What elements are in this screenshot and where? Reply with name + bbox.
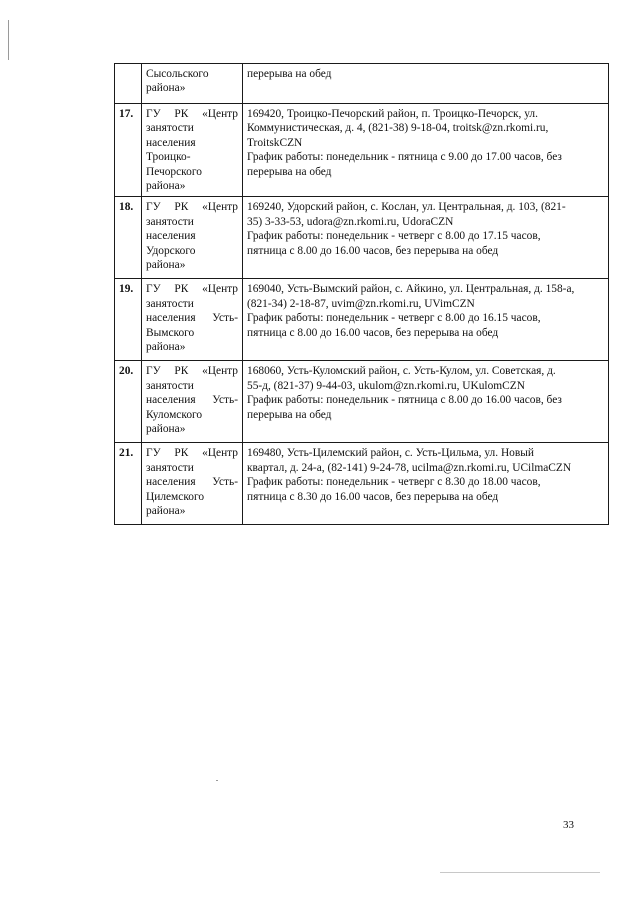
organization-name: ГУ РК «Центр занятости населения Усть- Вымского района» [142,279,243,361]
contact-info: 168060, Усть-Куломский район, с. Усть-Кулом, ул. Советская, д. 55-д, (821-37) 9-44-03, ukulom@zn.rkomi.ru, UKulomCZN График работы: понедельник - пятница с 8.00 до 16.00 часов, без перерыва на обед [243,361,609,443]
row-number: 20. [115,361,142,443]
scan-speck [216,780,218,781]
table-row [115,443,609,525]
scan-edge-mark [8,20,9,60]
row-number [115,64,142,104]
contact-info: 169420, Троицко-Печорский район, п. Троицко-Печорск, ул. Коммунистическая, д. 4, (821-38) 9-18-04, troitsk@zn.rkomi.ru, TroitskCZN График работы: понедельник - пятница с 9.00 до 17.00 часов, без перерыва на обед [243,104,609,197]
row-number: 19. [115,279,142,361]
organization-name: ГУ РК «Центр занятости населения Удорского района» [142,197,243,279]
organization-name: ГУ РК «Центр занятости населения Усть- Куломского района» [142,361,243,443]
contact-info: 169480, Усть-Цилемский район, с. Усть-Цильма, ул. Новый квартал, д. 24-а, (82-141) 9-24-78, ucilma@zn.rkomi.ru, UCilmaCZN График работы: понедельник - четверг с 8.30 до 18.00 часов, пятница с 8.30 до 16.00 часов, без перерыва на обед [243,443,609,525]
table-row [115,279,609,361]
organization-name: ГУ РК «Центр занятости населения Троицко- Печорского района» [142,104,243,197]
row-number: 18. [115,197,142,279]
contact-info: 169040, Усть-Вымский район, с. Айкино, ул. Центральная, д. 158-а, (821-34) 2-18-87, uvim@zn.rkomi.ru, UVimCZN График работы: понедельник - четверг с 8.00 до 16.15 часов, пятница с 8.00 до 16.00 часов, без перерыва на обед [243,279,609,361]
scan-edge-mark [440,872,600,873]
row-number: 17. [115,104,142,197]
table-row [115,104,609,197]
page-number: 33 [563,819,574,831]
contact-info: перерыва на обед [243,64,609,104]
table-row [115,361,609,443]
row-number: 21. [115,443,142,525]
contact-info: 169240, Удорский район, с. Кослан, ул. Центральная, д. 103, (821- 35) 3-33-53, udora@zn.rkomi.ru, UdoraCZN График работы: понедельник - четверг с 8.00 до 17.15 часов, пятница с 8.00 до 16.00 часов, без перерыва на обед [243,197,609,279]
organization-name: Сысольского района» [142,64,243,104]
organization-name: ГУ РК «Центр занятости населения Усть- Цилемского района» [142,443,243,525]
employment-centers-table [114,63,609,525]
table-row [115,197,609,279]
table-row [115,64,609,104]
